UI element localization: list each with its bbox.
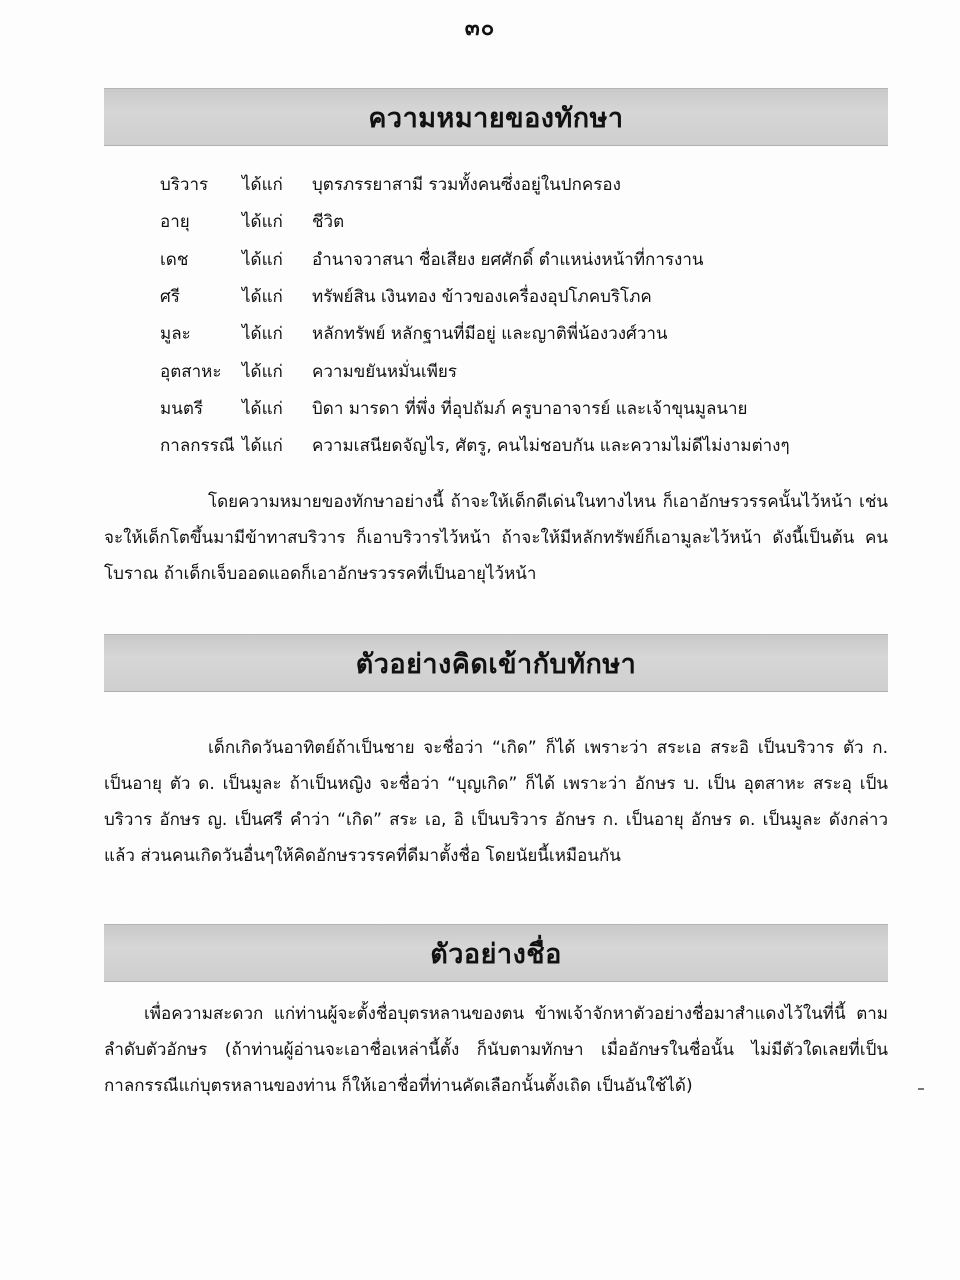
meaning-paragraph <box>104 484 888 592</box>
definition-row <box>160 278 880 315</box>
definition-list <box>160 166 880 464</box>
definition-term: กาลกรรณี <box>160 436 235 457</box>
section-title: ความหมายของทักษา <box>368 102 624 134</box>
section-heading-name-examples <box>104 924 888 982</box>
definition-verb: ได้แก่ <box>242 398 283 419</box>
definition-meaning: หลักทรัพย์ หลักฐานที่มีอยู่ และญาติพี่น้องวงศ์วาน <box>312 324 668 345</box>
definition-verb: ได้แก่ <box>242 361 283 382</box>
definition-meaning: บิดา มารดา ที่พึ่ง ที่อุปถัมภ์ ครูบาอาจารย์ และเจ้าขุนมูลนาย <box>312 398 748 419</box>
definition-verb: ได้แก่ <box>242 249 283 270</box>
paragraph-text: เพื่อความสะดวก แก่ท่านผู้จะตั้งชื่อบุตรหลานของตน ข้าพเจ้าจักหาตัวอย่างชื่อมาสำแดงไว้ในที่นี้ ตามลำดับตัวอักษร (ถ้าท่านผู้อ่านจะเอาชื่อเหล่านี้ตั้ง ก็นับตามทักษา เมื่ออักษรในชื่อนั้น ไม่มีตัวใดเลยที่เป็นกาลกรรณีแก่บุตรหลานของท่าน ก็ให้เอาชื่อที่ท่านคัดเลือกนั้นตั้งเถิด เป็นอันใช้ได้) <box>104 1004 888 1096</box>
definition-row <box>160 203 880 240</box>
paragraph-text: เด็กเกิดวันอาทิตย์ถ้าเป็นชาย จะชื่อว่า “เกิด” ก็ได้ เพราะว่า สระเอ สระอิ เป็นบริวาร ตัว ก. เป็นอายุ ตัว ด. เป็นมูละ ถ้าเป็นหญิง จะชื่อว่า “บุญเกิด” ก็ได้ เพราะว่า อักษร บ. เป็น อุตสาหะ สระอุ เป็นบริวาร อักษร ญ. เป็นศรี คำว่า “เกิด” สระ เอ, อิ เป็นบริวาร อักษร ก. เป็นอายุ อักษร ด. เป็นมูละ ดังกล่าวแล้ว ส่วนคนเกิดวันอื่นๆให้คิดอักษรวรรคที่ดีมาตั้งชื่อ โดยนัยนี้เหมือนกัน <box>104 738 888 866</box>
section-heading-example-calculation <box>104 634 888 692</box>
section-heading-meaning <box>104 88 888 146</box>
definition-row <box>160 352 880 389</box>
definition-row <box>160 241 880 278</box>
definition-term: มนตรี <box>160 398 203 419</box>
definition-term: อุตสาหะ <box>160 361 222 382</box>
definition-meaning: ความขยันหมั่นเพียร <box>312 361 458 382</box>
definition-verb: ได้แก่ <box>242 436 283 457</box>
definition-row <box>160 390 880 427</box>
definition-meaning: ความเสนียดจัญไร, ศัตรู, คนไม่ชอบกัน และความไม่ดีไม่งามต่างๆ <box>312 436 790 457</box>
definition-term: อายุ <box>160 212 190 233</box>
section-title: ตัวอย่างคิดเข้ากับทักษา <box>355 648 637 680</box>
definition-row <box>160 315 880 352</box>
definition-meaning: บุตรภรรยาสามี รวมทั้งคนซึ่งอยู่ในปกครอง <box>312 175 621 196</box>
definition-meaning: อำนาจวาสนา ชื่อเสียง ยศศักดิ์ ตำแหน่งหน้าที่การงาน <box>312 249 704 270</box>
definition-meaning: ทรัพย์สิน เงินทอง ข้าวของเครื่องอุปโภคบริโภค <box>312 287 652 308</box>
definition-verb: ได้แก่ <box>242 212 283 233</box>
definition-meaning: ชีวิต <box>312 212 345 233</box>
definition-row <box>160 427 880 464</box>
definition-verb: ได้แก่ <box>242 287 283 308</box>
definition-term: เดช <box>160 249 189 270</box>
scan-mark <box>918 1088 924 1090</box>
name-examples-paragraph <box>104 996 888 1104</box>
definition-term: มูละ <box>160 324 191 345</box>
definition-verb: ได้แก่ <box>242 175 283 196</box>
definition-term: บริวาร <box>160 175 209 196</box>
example-paragraph <box>104 730 888 874</box>
paragraph-text: โดยความหมายของทักษาอย่างนี้ ถ้าจะให้เด็กดีเด่นในทางไหน ก็เอาอักษรวรรคนั้นไว้หน้า เช่น จะให้เด็กโตขึ้นมามีข้าทาสบริวาร ก็เอาบริวารไว้หน้า ถ้าจะให้มีหลักทรัพย์ก็เอามูละไว้หน้า ดังนี้เป็นต้น คนโบราณ ถ้าเด็กเจ็บออดแอดก็เอาอักษรวรรคที่เป็นอายุไว้หน้า <box>104 492 888 584</box>
definition-term: ศรี <box>160 287 180 308</box>
definition-verb: ได้แก่ <box>242 324 283 345</box>
definition-row <box>160 166 880 203</box>
page-number: ๓๐ <box>464 16 496 41</box>
section-title: ตัวอย่างชื่อ <box>430 938 562 970</box>
